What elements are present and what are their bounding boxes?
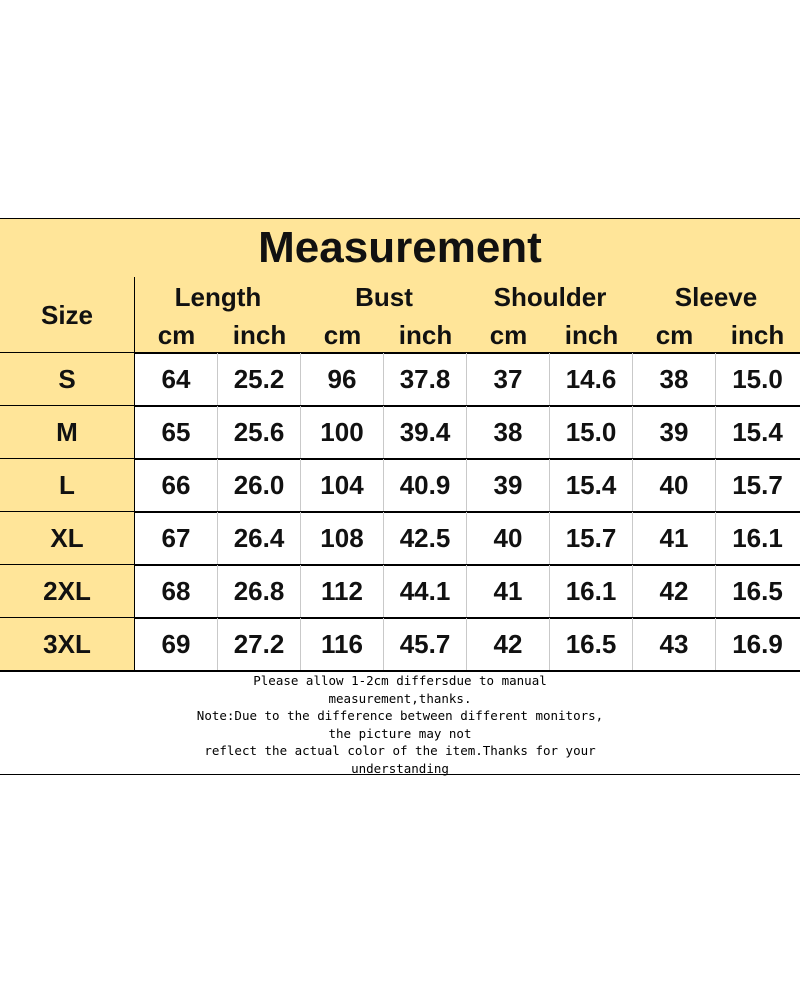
table-cell: 68 — [135, 565, 218, 618]
size-label: 3XL — [0, 618, 135, 671]
note-line: Please allow 1-2cm differsdue to manual — [253, 673, 547, 688]
unit-header-inch: inch — [564, 319, 619, 350]
unit-header-cm: cm — [157, 319, 196, 350]
table-cell: 15.4 — [732, 417, 783, 447]
table-cell: 42 — [633, 565, 716, 618]
table-cell: 41 — [467, 565, 550, 618]
table-cell: 41 — [633, 512, 716, 565]
note-line: Note:Due to the difference between different monitors, — [196, 708, 604, 723]
table-cell: 40.9 — [384, 459, 467, 512]
table-cell: 15.4 — [550, 459, 633, 512]
table-cell: 108 — [301, 512, 384, 565]
table-cell: 15.0 — [732, 364, 783, 394]
chart-title: Measurement — [0, 219, 800, 277]
table-cell: 116 — [301, 618, 384, 671]
table-cell: 38 — [633, 353, 716, 406]
note-line: measurement,thanks. — [328, 690, 472, 706]
note-line: the picture may not — [328, 725, 472, 741]
unit-header-cm: cm — [323, 319, 362, 350]
table-cell: 16.1 — [732, 523, 783, 553]
size-label: 2XL — [0, 565, 135, 618]
table-cell: 26.8 — [218, 565, 301, 618]
table-cell: 14.6 — [550, 353, 633, 406]
table-cell: 42 — [467, 618, 550, 671]
unit-header-inch: inch — [730, 319, 785, 350]
note-line: reflect the actual color of the item.Thanks for your — [204, 743, 596, 758]
size-header: Size — [0, 277, 135, 353]
unit-header-cm: cm — [489, 319, 528, 350]
size-label: M — [0, 406, 135, 459]
unit-header-inch: inch — [398, 319, 453, 350]
table-cell: 15.7 — [732, 470, 783, 500]
table-cell: 100 — [301, 406, 384, 459]
table-cell: 25.6 — [218, 406, 301, 459]
table-cell: 66 — [135, 459, 218, 512]
table-cell: 16.9 — [732, 629, 783, 659]
table-cell: 39 — [467, 459, 550, 512]
table-cell: 16.5 — [550, 618, 633, 671]
table-cell: 16.1 — [550, 565, 633, 618]
table-cell: 64 — [135, 353, 218, 406]
table-cell: 15.0 — [550, 406, 633, 459]
measurement-note — [0, 672, 800, 777]
table-cell: 69 — [135, 618, 218, 671]
table-cell: 112 — [301, 565, 384, 618]
table-cell: 44.1 — [384, 565, 467, 618]
unit-header-inch: inch — [232, 319, 287, 350]
column-group-length: Length — [174, 281, 262, 312]
table-cell: 42.5 — [384, 512, 467, 565]
table-cell: 39.4 — [384, 406, 467, 459]
table-cell: 65 — [135, 406, 218, 459]
table-cell: 43 — [633, 618, 716, 671]
column-group-bust: Bust — [355, 281, 413, 312]
table-cell: 67 — [135, 512, 218, 565]
table-cell: 15.7 — [550, 512, 633, 565]
table-cell: 16.5 — [732, 576, 783, 606]
table-cell: 26.0 — [218, 459, 301, 512]
table-cell: 40 — [633, 459, 716, 512]
table-cell: 26.4 — [218, 512, 301, 565]
column-group-sleeve: Sleeve — [674, 281, 758, 312]
size-label: XL — [0, 512, 135, 565]
size-label: S — [0, 353, 135, 406]
table-cell: 37 — [467, 353, 550, 406]
table-cell: 104 — [301, 459, 384, 512]
size-label: L — [0, 459, 135, 512]
table-cell: 38 — [467, 406, 550, 459]
unit-header-cm: cm — [655, 319, 694, 350]
note-line: understanding — [351, 760, 449, 776]
table-cell: 40 — [467, 512, 550, 565]
table-cell: 27.2 — [218, 618, 301, 671]
table-cell: 39 — [633, 406, 716, 459]
table-cell: 45.7 — [384, 618, 467, 671]
table-cell: 25.2 — [218, 353, 301, 406]
table-cell: 37.8 — [384, 353, 467, 406]
table-cell: 96 — [301, 353, 384, 406]
column-group-shoulder: Shoulder — [493, 281, 607, 312]
